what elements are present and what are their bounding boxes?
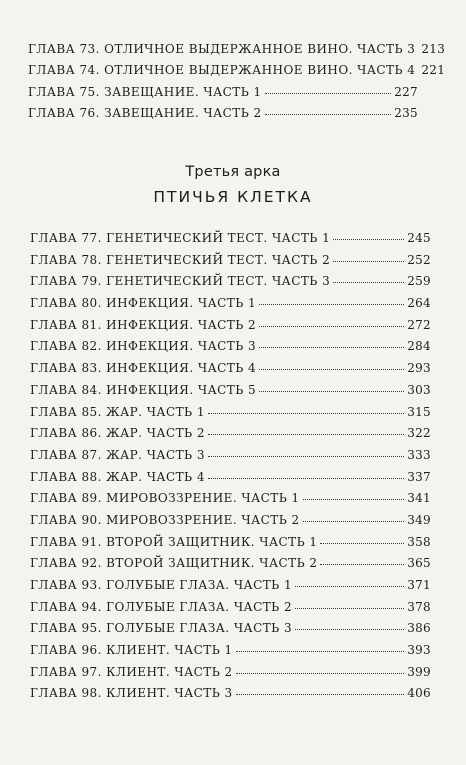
toc-entry[interactable] [30, 231, 431, 253]
chapter-title: ГЛАВА 79. ГЕНЕТИЧЕСКИЙ ТЕСТ. ЧАСТЬ 3 [30, 274, 331, 289]
toc-entry[interactable] [30, 253, 431, 275]
page-number: 341 [407, 491, 431, 506]
toc-entry[interactable] [30, 426, 431, 448]
chapter-title: ГЛАВА 98. КЛИЕНТ. ЧАСТЬ 3 [30, 686, 233, 701]
page-number: 393 [407, 643, 431, 658]
page-number: 399 [407, 664, 431, 679]
toc-entry[interactable] [28, 63, 446, 84]
chapter-title: ГЛАВА 77. ГЕНЕТИЧЕСКИЙ ТЕСТ. ЧАСТЬ 1 [30, 231, 331, 245]
dot-leader [259, 326, 404, 327]
toc-entry[interactable] [30, 383, 431, 405]
page-number: 406 [407, 686, 431, 701]
toc-entry[interactable] [30, 470, 431, 492]
page-number: 378 [407, 599, 431, 614]
chapter-title: ГЛАВА 85. ЖАР. ЧАСТЬ 1 [30, 404, 205, 419]
page-number: 386 [407, 621, 431, 636]
dot-leader [333, 239, 404, 240]
toc-list-part1 [28, 42, 446, 127]
page-number: 322 [407, 426, 431, 441]
chapter-title: ГЛАВА 96. КЛИЕНТ. ЧАСТЬ 1 [30, 643, 233, 658]
page-number: 235 [394, 105, 418, 120]
chapter-title: ГЛАВА 76. ЗАВЕЩАНИЕ. ЧАСТЬ 2 [28, 105, 262, 120]
toc-entry[interactable] [30, 274, 431, 296]
page-number: 227 [394, 84, 418, 99]
chapter-title: ГЛАВА 90. МИРОВОЗЗРЕНИЕ. ЧАСТЬ 2 [30, 512, 300, 527]
page-number: 371 [407, 578, 431, 592]
dot-leader [333, 282, 404, 283]
chapter-title: ГЛАВА 74. ОТЛИЧНОЕ ВЫДЕРЖАННОЕ ВИНО. ЧАСТЬ 4 [28, 63, 416, 78]
toc-entry[interactable] [30, 296, 431, 318]
toc-entry[interactable] [30, 405, 431, 427]
dot-leader [320, 564, 404, 565]
page-number: 264 [407, 296, 431, 311]
toc-entry[interactable] [30, 339, 431, 361]
page-number: 303 [407, 382, 431, 397]
toc-entry[interactable] [30, 600, 431, 622]
dot-leader [208, 478, 404, 479]
chapter-title: ГЛАВА 93. ГОЛУБЫЕ ГЛАЗА. ЧАСТЬ 1 [30, 578, 293, 592]
page-number: 259 [407, 274, 431, 289]
toc-list-part2 [30, 231, 431, 708]
page-number: 272 [407, 317, 431, 332]
dot-leader [236, 673, 405, 674]
page-number: 365 [407, 556, 431, 571]
toc-entry[interactable] [30, 578, 431, 600]
dot-leader [208, 434, 404, 435]
page-number: 333 [407, 447, 431, 462]
page-number: 358 [407, 534, 431, 549]
dot-leader [295, 608, 404, 609]
toc-entry[interactable] [30, 513, 431, 535]
chapter-title: ГЛАВА 73. ОТЛИЧНОЕ ВЫДЕРЖАННОЕ ВИНО. ЧАСТЬ 3 [28, 42, 416, 56]
dot-leader [208, 413, 404, 414]
toc-entry[interactable] [30, 318, 431, 340]
toc-entry[interactable] [30, 556, 431, 578]
arc-title: ПТИЧЬЯ КЛЕТКА [153, 188, 313, 206]
toc-entry[interactable] [30, 491, 431, 513]
chapter-title: ГЛАВА 97. КЛИЕНТ. ЧАСТЬ 2 [30, 664, 233, 679]
dot-leader [236, 651, 405, 652]
chapter-title: ГЛАВА 87. ЖАР. ЧАСТЬ 3 [30, 447, 205, 462]
page-number: 221 [421, 63, 446, 78]
page-number: 284 [407, 339, 431, 354]
toc-entry[interactable] [30, 686, 431, 708]
chapter-title: ГЛАВА 94. ГОЛУБЫЕ ГЛАЗА. ЧАСТЬ 2 [30, 599, 293, 614]
dot-leader [208, 456, 404, 457]
chapter-title: ГЛАВА 89. МИРОВОЗЗРЕНИЕ. ЧАСТЬ 1 [30, 491, 300, 506]
dot-leader [303, 499, 405, 500]
dot-leader [333, 261, 404, 262]
chapter-title: ГЛАВА 86. ЖАР. ЧАСТЬ 2 [30, 426, 205, 441]
chapter-title: ГЛАВА 78. ГЕНЕТИЧЕСКИЙ ТЕСТ. ЧАСТЬ 2 [30, 252, 331, 267]
toc-entry[interactable] [28, 42, 446, 63]
dot-leader [259, 391, 404, 392]
dot-leader [259, 369, 404, 370]
toc-entry[interactable] [30, 621, 431, 643]
dot-leader [295, 586, 404, 587]
page-number: 349 [407, 512, 431, 527]
page-number: 213 [421, 42, 446, 56]
toc-entry[interactable] [30, 361, 431, 383]
page-number: 245 [407, 231, 431, 245]
chapter-title: ГЛАВА 80. ИНФЕКЦИЯ. ЧАСТЬ 1 [30, 296, 257, 311]
page-number: 293 [407, 361, 431, 376]
dot-leader [265, 93, 392, 94]
dot-leader [259, 347, 404, 348]
chapter-title: ГЛАВА 95. ГОЛУБЫЕ ГЛАЗА. ЧАСТЬ 3 [30, 621, 293, 636]
toc-entry[interactable] [28, 85, 418, 106]
toc-entry[interactable] [30, 448, 431, 470]
page-number: 252 [407, 252, 431, 267]
chapter-title: ГЛАВА 83. ИНФЕКЦИЯ. ЧАСТЬ 4 [30, 361, 257, 376]
chapter-title: ГЛАВА 82. ИНФЕКЦИЯ. ЧАСТЬ 3 [30, 339, 257, 354]
chapter-title: ГЛАВА 91. ВТОРОЙ ЗАЩИТНИК. ЧАСТЬ 1 [30, 534, 318, 549]
chapter-title: ГЛАВА 81. ИНФЕКЦИЯ. ЧАСТЬ 2 [30, 317, 257, 332]
dot-leader [320, 543, 404, 544]
dot-leader [303, 521, 405, 522]
page-number: 315 [407, 404, 431, 419]
chapter-title: ГЛАВА 88. ЖАР. ЧАСТЬ 4 [30, 469, 205, 484]
dot-leader [236, 694, 405, 695]
arc-label: Третья арка [185, 164, 281, 180]
chapter-title: ГЛАВА 92. ВТОРОЙ ЗАЩИТНИК. ЧАСТЬ 2 [30, 556, 318, 571]
toc-entry[interactable] [30, 665, 431, 687]
dot-leader [295, 629, 404, 630]
dot-leader [259, 304, 404, 305]
chapter-title: ГЛАВА 84. ИНФЕКЦИЯ. ЧАСТЬ 5 [30, 382, 257, 397]
toc-entry[interactable] [30, 535, 431, 557]
page-number: 337 [407, 469, 431, 484]
toc-entry[interactable] [28, 106, 418, 127]
dot-leader [265, 114, 392, 115]
chapter-title: ГЛАВА 75. ЗАВЕЩАНИЕ. ЧАСТЬ 1 [28, 84, 262, 99]
toc-entry[interactable] [30, 643, 431, 665]
